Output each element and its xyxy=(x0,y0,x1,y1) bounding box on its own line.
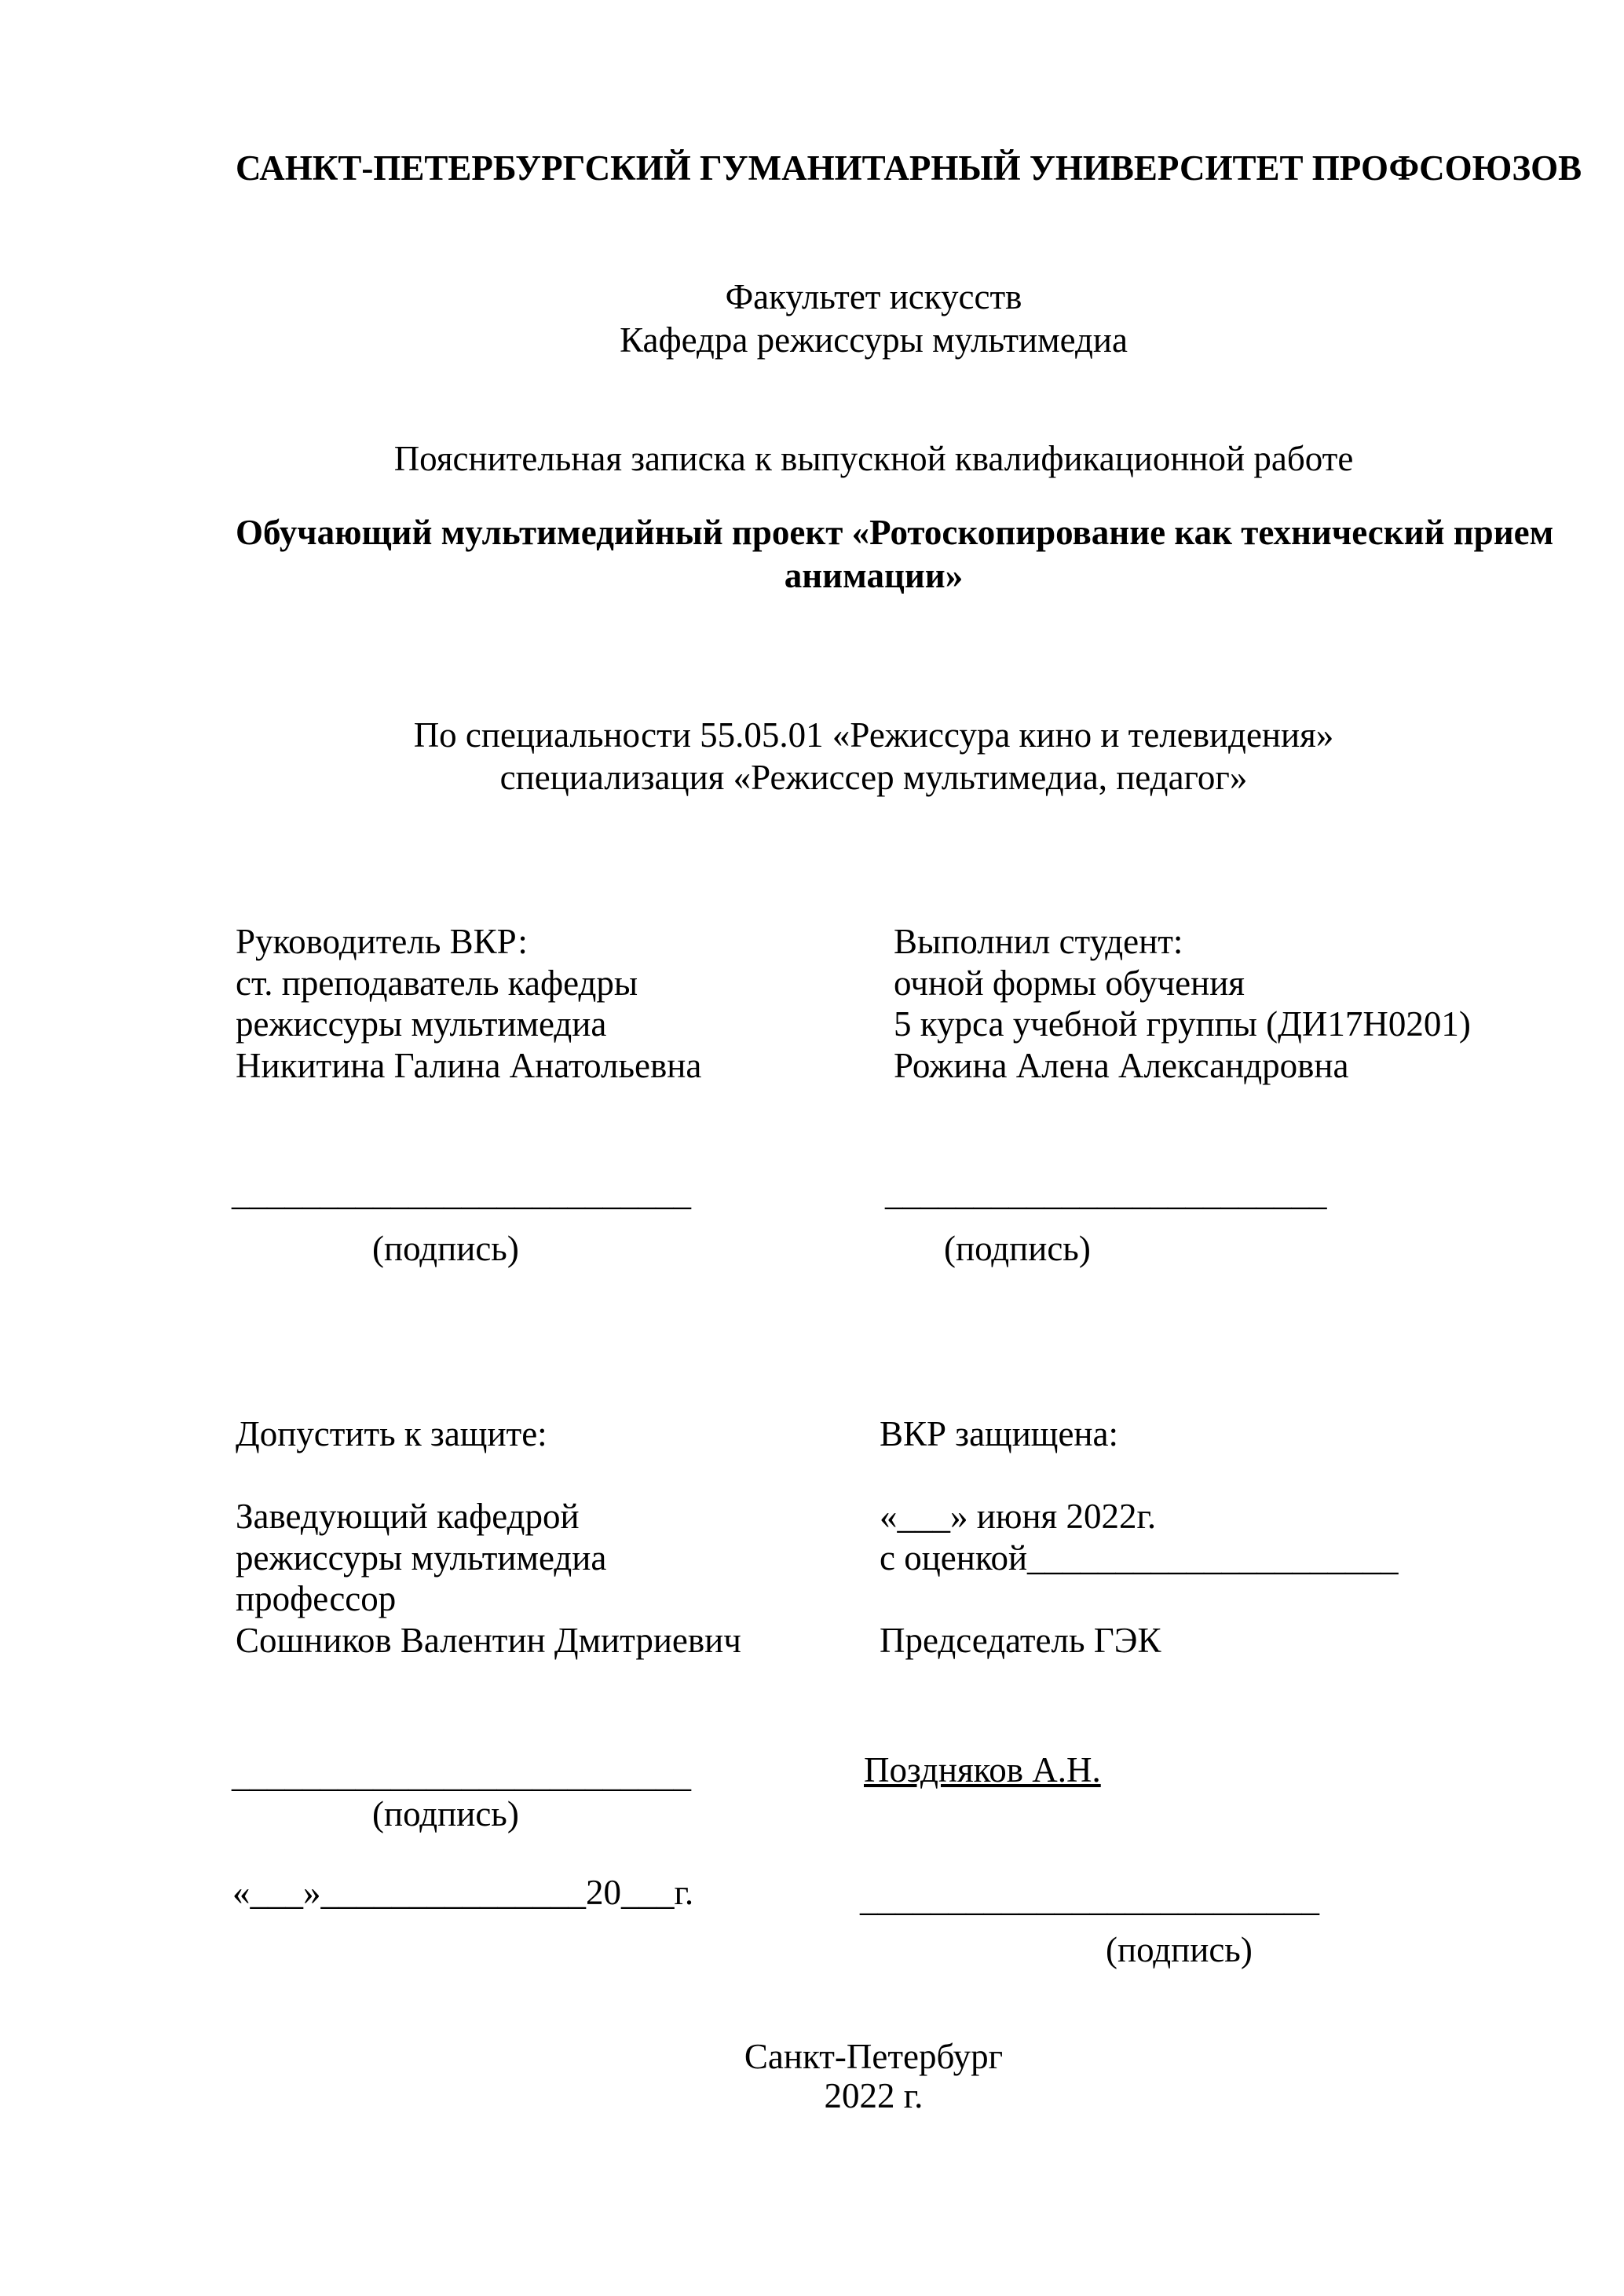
defense-grade-blank: с оценкой_____________________ xyxy=(880,1537,1399,1578)
student-signature-line: _________________________ xyxy=(885,1173,1327,1212)
admission-spacer xyxy=(236,1455,864,1497)
date-blank-line: «___»_______________20___г. xyxy=(232,1873,694,1912)
specialty-line: По специальности 55.05.01 «Режиссура кино и телевидения» xyxy=(413,715,1334,755)
defense-date-blank: «___» июня 2022г. xyxy=(880,1497,1157,1536)
student-study-form: очной формы обучения xyxy=(894,963,1245,1003)
defense-spacer2 xyxy=(880,1578,1571,1620)
university-name: САНКТ-ПЕТЕРБУРГСКИЙ ГУМАНИТАРНЫЙ УНИВЕРСИТЕТ ПРОФСОЮЗОВ xyxy=(236,148,1582,188)
work-title-line1: Обучающий мультимедийный проект «Ротоскопирование как технический прием xyxy=(236,513,1554,552)
faculty-name: Факультет искусств xyxy=(725,277,1022,316)
defense-label: ВКР защищена: xyxy=(880,1414,1118,1453)
supervisor-column xyxy=(236,921,864,1086)
supervisor-name: Никитина Галина Анатольевна xyxy=(236,1045,702,1085)
head-of-department-name: Сошников Валентин Дмитриевич xyxy=(236,1620,741,1660)
work-title-line2: анимации» xyxy=(784,556,964,595)
specialization-line: специализация «Режиссер мультимедиа, педагог» xyxy=(499,758,1248,797)
supervisor-signature-caption: (подпись) xyxy=(372,1229,519,1268)
supervisor-position-line2: режиссуры мультимедиа xyxy=(236,1004,607,1044)
defense-column xyxy=(880,1413,1571,1661)
chairman-signature-caption: (подпись) xyxy=(1106,1930,1253,1969)
head-of-department-line1: Заведующий кафедрой xyxy=(236,1497,580,1536)
chairman-signature-line: __________________________ xyxy=(860,1879,1319,1918)
student-group: 5 курса учебной группы (ДИ17Н0201) xyxy=(894,1004,1471,1044)
gek-chairman-name: Поздняков А.Н. xyxy=(864,1750,1101,1790)
head-signature-line: __________________________ xyxy=(232,1755,691,1794)
supervisor-label: Руководитель ВКР: xyxy=(236,922,528,961)
admission-column xyxy=(236,1413,864,1661)
footer-year: 2022 г. xyxy=(824,2076,924,2115)
gek-chairman-label: Председатель ГЭК xyxy=(880,1620,1161,1660)
head-of-department-line2: режиссуры мультимедиа xyxy=(236,1537,607,1578)
defense-spacer xyxy=(880,1455,1571,1497)
document-type: Пояснительная записка к выпускной квалификационной работе xyxy=(393,439,1354,478)
supervisor-position-line1: ст. преподаватель кафедры xyxy=(236,963,638,1003)
student-label: Выполнил студент: xyxy=(894,922,1183,961)
head-of-department-rank: профессор xyxy=(236,1579,397,1618)
department-name: Кафедра режиссуры мультимедиа xyxy=(620,320,1128,360)
student-signature-caption: (подпись) xyxy=(944,1229,1091,1268)
admission-label: Допустить к защите: xyxy=(236,1414,547,1453)
footer-city: Санкт-Петербург xyxy=(744,2037,1004,2076)
supervisor-signature-line: __________________________ xyxy=(232,1173,691,1212)
head-signature-caption: (подпись) xyxy=(372,1794,519,1834)
student-name: Рожина Алена Александровна xyxy=(894,1045,1349,1085)
student-column xyxy=(894,921,1561,1086)
